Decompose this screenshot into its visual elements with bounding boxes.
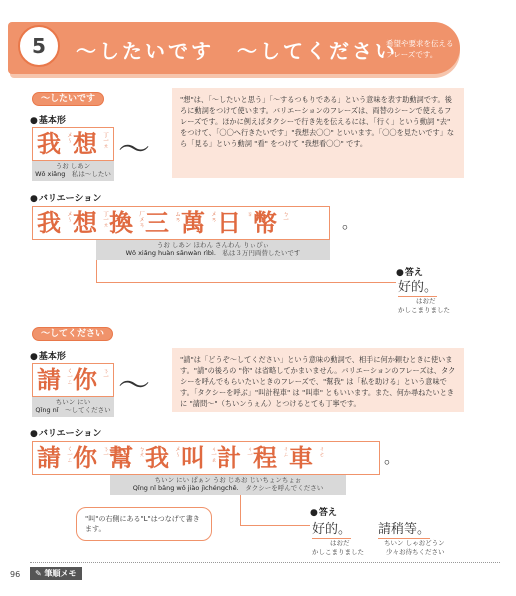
hanzi-char: 想 丁一ㄤ: [73, 208, 108, 237]
answer-reading: はおだ: [416, 297, 436, 305]
stroke-tip-bubble: "叫"の右側にある"L"はつなげて書きます。: [76, 507, 212, 541]
period-mark: 。: [384, 448, 401, 467]
hanzi-char: 你 ㄋ一: [73, 365, 108, 394]
basic-reading-band: うお しあン Wǒ xiǎng 私は〜したい: [32, 161, 114, 181]
variation-phrase-box: [32, 441, 380, 475]
answer-phrase: 好的。: [312, 518, 351, 539]
grammar-note: "請"は「どうぞ〜してください」という意味の動詞で、相手に何か頼むときに使います。"請"の後ろの "你" は省略してかまいません。バリエーションのフレーズは、タクシーを呼んでもらいたいときのフレーズで、"幫我" は「私を助ける」という意味です。「タクシーを呼ぶ」"叫計程車" は "叫車" ともいいます。また、何か尋ねたいときに "請問〜"（ちいンうぇん）とつけるとても丁寧です。: [172, 348, 464, 412]
hanzi-char: 我 メ〜: [37, 129, 72, 158]
section-tag-request: 〜してください: [32, 327, 113, 341]
basic-reading-band: ちいン にい Qǐng nǐ 〜してください: [32, 397, 114, 417]
pencil-icon: ✎: [35, 569, 42, 578]
stroke-memo-label: ✎ 筆順メモ: [30, 567, 82, 580]
answer-phrase-2: 請稍等。: [378, 518, 430, 539]
connector-line: [240, 525, 310, 526]
variation-reading-band: ちいン にい ぱぁン うお じあお じいちょンちょぉ Qǐng nǐ bāng wǒ jiào jìchéngchē. タクシーを呼んでください: [110, 475, 346, 495]
section-tag-want: 〜したいです: [32, 92, 104, 106]
lesson-number: 5: [18, 25, 60, 67]
answer-label: ● 答え: [310, 505, 337, 518]
basic-phrase-box: [32, 363, 114, 397]
hanzi-char: 車 ㄔㄜ: [289, 443, 324, 472]
hanzi-char: 請 く一ㄥ: [37, 443, 72, 472]
answer-reading-2: ちいン しゃおどうン: [384, 539, 445, 547]
footer-rule: [30, 562, 500, 563]
hanzi-char: 我 メ〜: [37, 208, 72, 237]
answer-label: ● 答え: [396, 265, 423, 278]
page-title: 〜したいです 〜してください: [76, 39, 398, 63]
hanzi-char: 幫 ㄅㄤ: [109, 443, 144, 472]
hanzi-char: 你 ㄋ一: [73, 443, 108, 472]
connector-line: [96, 260, 97, 282]
hanzi-char: 幣 ㄅ一: [253, 208, 288, 237]
hanzi-char: 程 ㄔㄥ: [253, 443, 288, 472]
answer-meaning-2: 少々お待ちください: [386, 548, 445, 556]
period-mark: 。: [342, 213, 359, 232]
connector-line: [240, 495, 241, 525]
hanzi-char: 我 メ〜: [145, 443, 180, 472]
variation-reading-band: うお しあン ほわん さんわん りぃぴぃ Wǒ xiǎng huàn sānwàn rìbì. 私は３万円両替したいです: [96, 240, 330, 260]
hanzi-char: 換 厂メㄢ: [109, 208, 144, 237]
answer-phrase: 好的。: [398, 276, 437, 297]
answer-meaning: かしこまりました: [312, 548, 364, 556]
variation-label: ● バリエーション: [30, 191, 101, 204]
variation-label: ● バリエーション: [30, 426, 101, 439]
page-number: 96: [10, 570, 21, 579]
answer-reading: はおだ: [330, 539, 350, 547]
basic-form-label: ● 基本形: [30, 113, 66, 126]
tilde-mark: 〜: [118, 130, 151, 168]
grammar-note: "想"は、「〜したいと思う」「〜するつもりである」という意味を表す助動詞です。後ろに動詞をつけて使います。バリエーションのフレーズは、両替のシーンで使えるフレーズです。ほかに例えばタクシーで行き先を伝えるには、「行く」という動詞 "去" をつけて、「〇〇へ行きたいです」"我想去〇〇" といいます。「〇〇を見たいです」なら「見る」という動詞 "看" をつけて "我想看〇〇" です。: [172, 88, 464, 178]
hanzi-char: 想 丁一ㄤ: [73, 129, 108, 158]
hanzi-char: 計 ㄐ一: [217, 443, 252, 472]
basic-phrase-box: [32, 127, 114, 161]
variation-phrase-box: [32, 206, 330, 240]
hanzi-char: 三 ムㄢ: [145, 208, 180, 237]
page-subtitle: 希望や要求を伝えるフレーズです。: [386, 39, 454, 59]
hanzi-char: 日 ㄖ: [217, 208, 252, 237]
hanzi-char: 萬 メㄢ: [181, 208, 216, 237]
answer-meaning: かしこまりました: [398, 306, 450, 314]
connector-line: [96, 282, 396, 283]
hanzi-char: 叫 ㄐ一ㄠ: [181, 443, 216, 472]
basic-form-label: ● 基本形: [30, 349, 66, 362]
tilde-mark: 〜: [118, 366, 151, 404]
hanzi-char: 請 く一ㄥ: [37, 365, 72, 394]
